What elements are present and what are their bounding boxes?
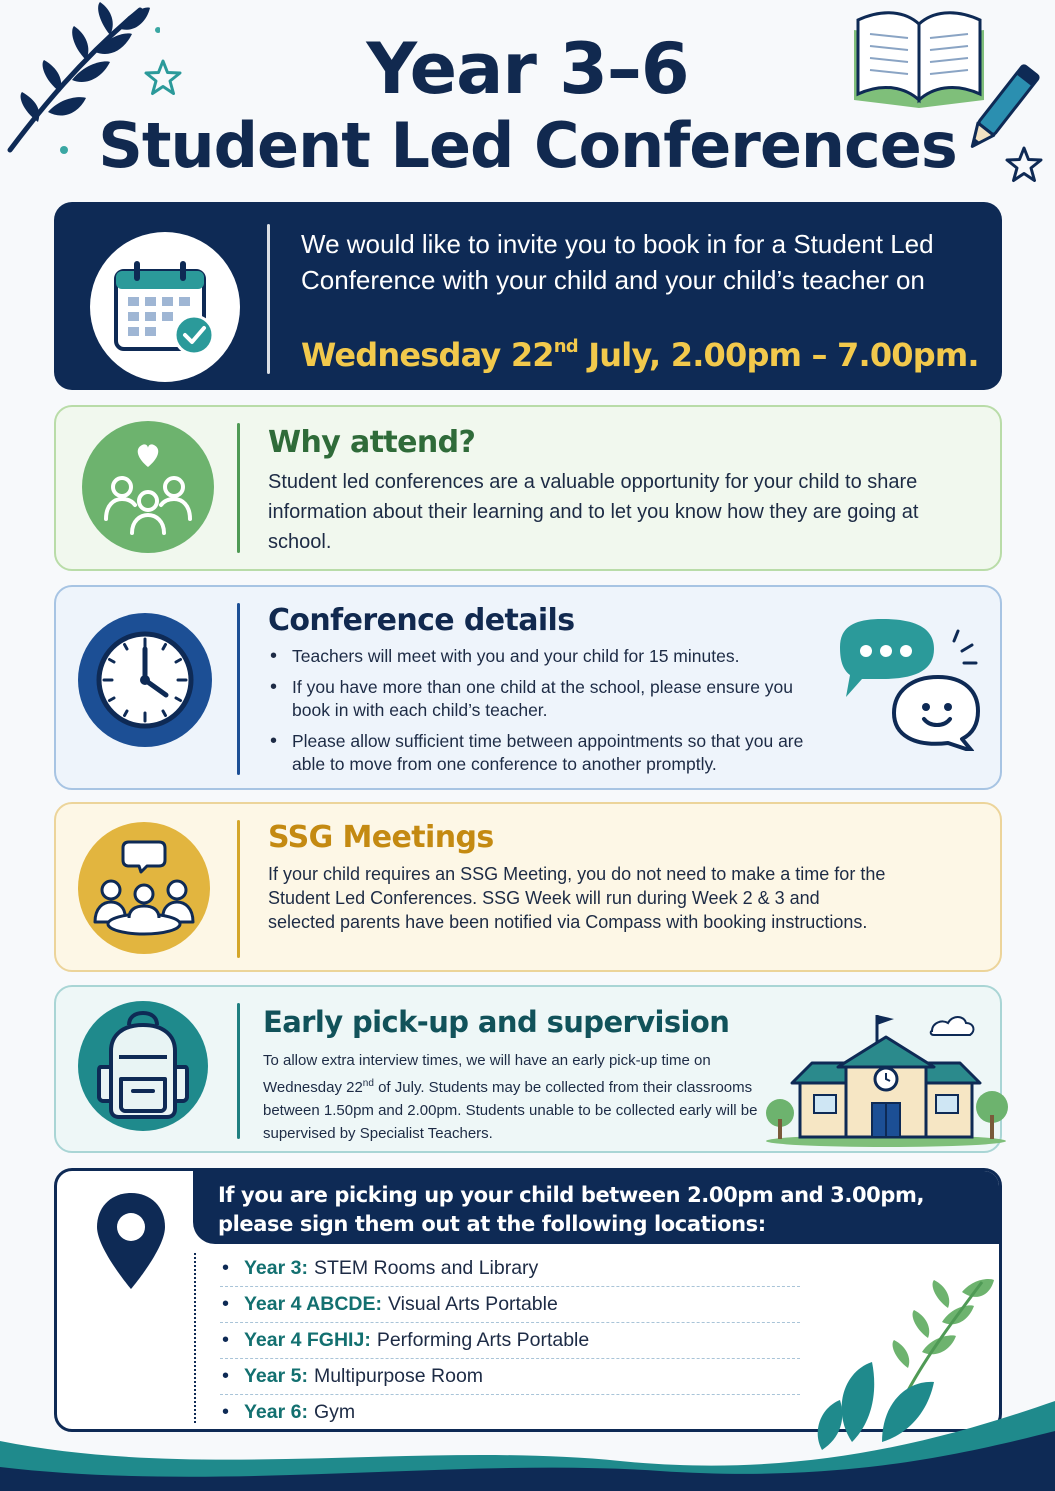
chat-bubbles-icon bbox=[830, 615, 986, 751]
plant-icon bbox=[812, 1272, 1002, 1462]
date-suffix: July, 2.00pm – 7.00pm. bbox=[577, 336, 979, 374]
divider bbox=[237, 1003, 240, 1139]
list-item bbox=[220, 1323, 800, 1359]
clock-icon-circle bbox=[78, 613, 212, 747]
date-prefix: Wednesday 22 bbox=[301, 336, 554, 374]
divider bbox=[267, 224, 270, 374]
ssg-meetings-body: If your child requires an SSG Meeting, you do not need to make a time for the Student Led Conferences. SSG Week will run during Week 2 & 3 and selected parents have been notified via Compass with booking instructions. bbox=[268, 864, 886, 932]
why-attend-card bbox=[54, 405, 1002, 571]
meeting-icon-circle bbox=[78, 822, 210, 954]
conference-details-heading: Conference details bbox=[268, 603, 575, 638]
invite-date bbox=[301, 336, 979, 374]
early-pickup-card bbox=[54, 985, 1002, 1153]
conference-details-list bbox=[268, 645, 828, 784]
list-item: • Please allow sufficient time between appointments so that you are able to move from one conference to another promptly. bbox=[268, 730, 828, 776]
location-year: Year 6: bbox=[244, 1401, 308, 1423]
clock-icon bbox=[90, 625, 200, 735]
location-place: Visual Arts Portable bbox=[388, 1293, 558, 1315]
school-building-icon bbox=[762, 995, 1010, 1147]
calendar-icon-circle bbox=[90, 232, 240, 382]
invite-text: We would like to invite you to book in for a Student Led Conference with your child and your child’s teacher on bbox=[301, 229, 934, 295]
meeting-group-icon bbox=[89, 838, 199, 938]
location-year: Year 5: bbox=[244, 1365, 308, 1387]
date-superscript: nd bbox=[553, 336, 578, 357]
pickup-heading-bar bbox=[193, 1171, 999, 1244]
title-line-2: Student Led Conferences bbox=[98, 109, 957, 182]
location-place: Multipurpose Room bbox=[313, 1365, 484, 1387]
divider bbox=[237, 423, 240, 553]
divider bbox=[237, 603, 240, 775]
map-pin-icon bbox=[91, 1189, 171, 1293]
divider bbox=[237, 820, 240, 958]
body-part-2: of July. Students may be collected from their classrooms between 1.50pm and 2.00pm. Students unable to be collected early will be supervised by Specialist Teachers. bbox=[263, 1079, 758, 1142]
invite-card bbox=[54, 202, 1002, 390]
ssg-meetings-heading: SSG Meetings bbox=[268, 820, 494, 855]
location-year: Year 4 FGHIJ: bbox=[244, 1329, 371, 1351]
backpack-icon-circle bbox=[78, 1001, 208, 1131]
location-year: Year 3: bbox=[244, 1257, 308, 1279]
why-attend-body: Student led conferences are a valuable opportunity for your child to share information about their learning and to let you know how they are going at school. bbox=[268, 471, 919, 553]
location-place: Performing Arts Portable bbox=[376, 1329, 590, 1351]
list-item bbox=[220, 1287, 800, 1323]
conference-details-card bbox=[54, 585, 1002, 790]
location-year: Year 4 ABCDE: bbox=[244, 1293, 382, 1315]
people-heart-icon bbox=[98, 437, 198, 537]
calendar-check-icon bbox=[110, 257, 220, 357]
page-title bbox=[0, 28, 1055, 182]
why-attend-heading: Why attend? bbox=[268, 425, 476, 460]
backpack-icon bbox=[93, 1011, 193, 1121]
body-superscript: nd bbox=[362, 1078, 374, 1089]
location-place: Gym bbox=[313, 1401, 356, 1423]
list-item bbox=[220, 1251, 800, 1287]
pickup-heading: If you are picking up your child between 2.00pm and 3.00pm, please sign them out at the following locations: bbox=[218, 1183, 925, 1236]
body-part-1: To allow extra interview times, we will have an early pick-up time on Wednesday 22 bbox=[263, 1052, 711, 1096]
list-item: • If you have more than one child at the school, please ensure you book in with each child’s teacher. bbox=[268, 676, 828, 722]
title-line-1: Year 3–6 bbox=[366, 28, 689, 110]
ssg-meetings-card bbox=[54, 802, 1002, 972]
early-pickup-heading: Early pick-up and supervision bbox=[263, 1005, 730, 1039]
people-icon-circle bbox=[82, 421, 214, 553]
location-place: STEM Rooms and Library bbox=[313, 1257, 539, 1279]
early-pickup-body bbox=[263, 1049, 783, 1145]
list-item: • Teachers will meet with you and your child for 15 minutes. bbox=[268, 645, 828, 668]
